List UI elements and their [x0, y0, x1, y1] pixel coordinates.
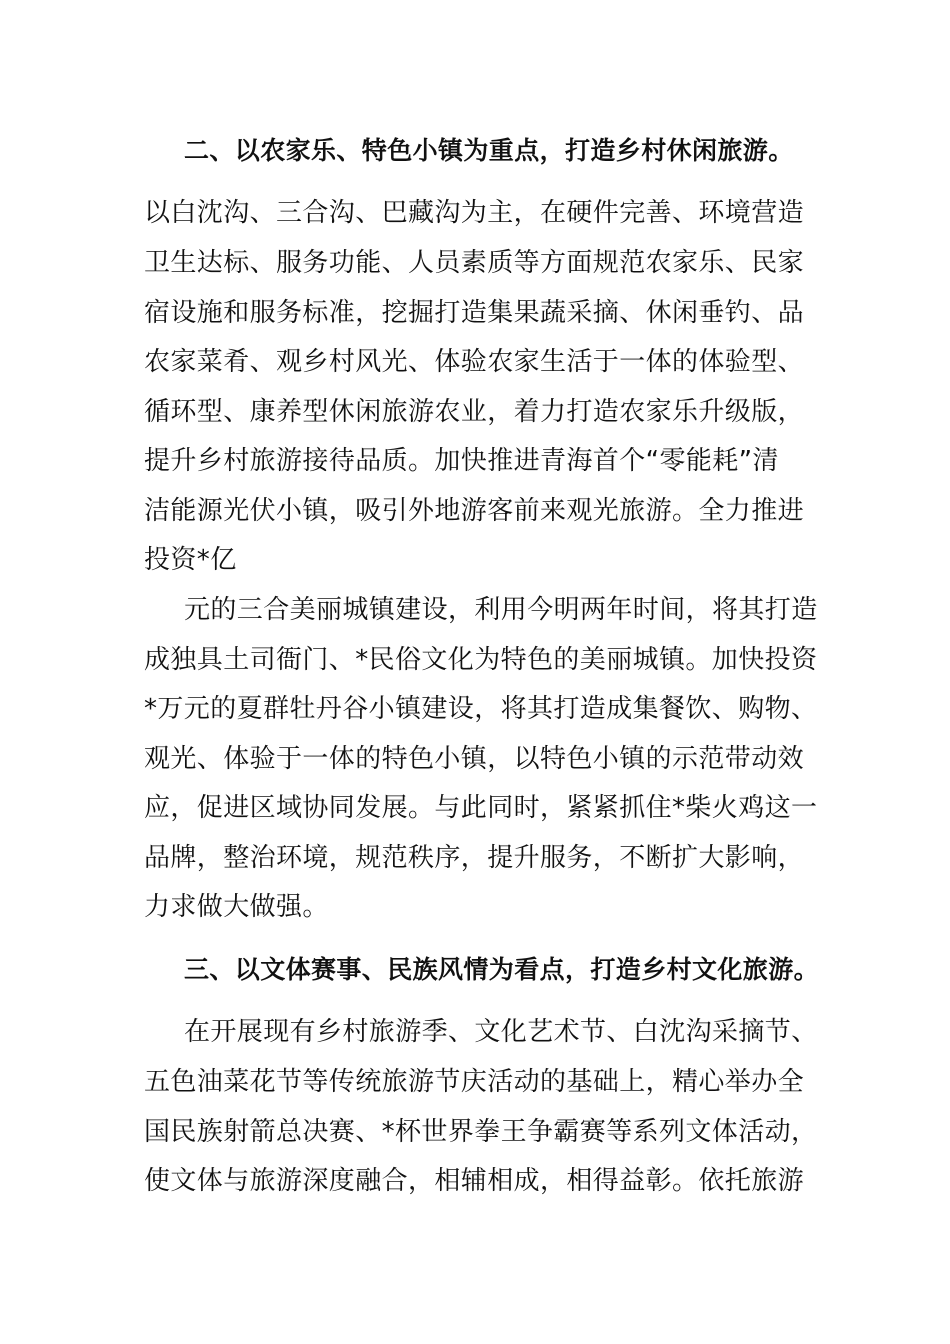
section-3-heading: 三、以文体赛事、民族风情为看点，打造乡村文化旅游。: [184, 955, 820, 984]
section-2-para-1-line-7: 洁能源光伏小镇，吸引外地游客前来观光旅游。全力推进: [144, 496, 805, 526]
section-2-para-2-line-4: 观光、体验于一体的特色小镇，以特色小镇的示范带动效: [144, 744, 805, 774]
section-2-para-2-line-5: 应，促进区域协同发展。与此同时，紧紧抓住*柴火鸡这一: [144, 793, 818, 823]
section-2-para-1-line-4: 农家菜肴、观乡村风光、体验农家生活于一体的体验型、: [144, 347, 805, 377]
section-2-para-2-line-3: *万元的夏群牡丹谷小镇建设，将其打造成集餐饮、购物、: [144, 694, 818, 724]
section-2-para-2-line-2: 成独具土司衙门、*民俗文化为特色的美丽城镇。加快投资: [144, 645, 818, 675]
section-2-para-1-line-6: 提升乡村旅游接待品质。加快推进青海首个“零能耗”清: [144, 446, 779, 476]
section-3-para-1-line-3: 国民族射箭总决赛、*杯世界拳王争霸赛等系列文体活动，: [144, 1117, 818, 1147]
section-2-para-1-line-2: 卫生达标、服务功能、人员素质等方面规范农家乐、民家: [144, 248, 805, 278]
section-3-para-1-line-4: 使文体与旅游深度融合，相辅相成，相得益彰。依托旅游: [144, 1166, 805, 1196]
section-2-para-2-line-1: 元的三合美丽城镇建设，利用今明两年时间，将其打造: [184, 595, 818, 625]
section-3-para-1-line-1: 在开展现有乡村旅游季、文化艺术节、白沈沟采摘节、: [184, 1017, 818, 1047]
section-2-para-1-line-5: 循环型、康养型休闲旅游农业，着力打造农家乐升级版，: [144, 397, 805, 427]
section-2-para-2-line-6: 品牌，整治环境，规范秩序，提升服务，不断扩大影响，: [144, 843, 805, 873]
section-2-para-1-line-3: 宿设施和服务标准，挖掘打造集果蔬采摘、休闲垂钓、品: [144, 298, 805, 328]
section-3-para-1-line-2: 五色油菜花节等传统旅游节庆活动的基础上，精心举办全: [144, 1067, 805, 1097]
section-2-para-2-line-7: 力求做大做强。: [144, 892, 329, 922]
section-2-para-1-line-1: 以白沈沟、三合沟、巴藏沟为主，在硬件完善、环境营造: [144, 198, 805, 228]
section-2-para-1-line-8: 投资*亿: [144, 545, 237, 575]
section-2-heading: 二、以农家乐、特色小镇为重点，打造乡村休闲旅游。: [184, 136, 794, 165]
